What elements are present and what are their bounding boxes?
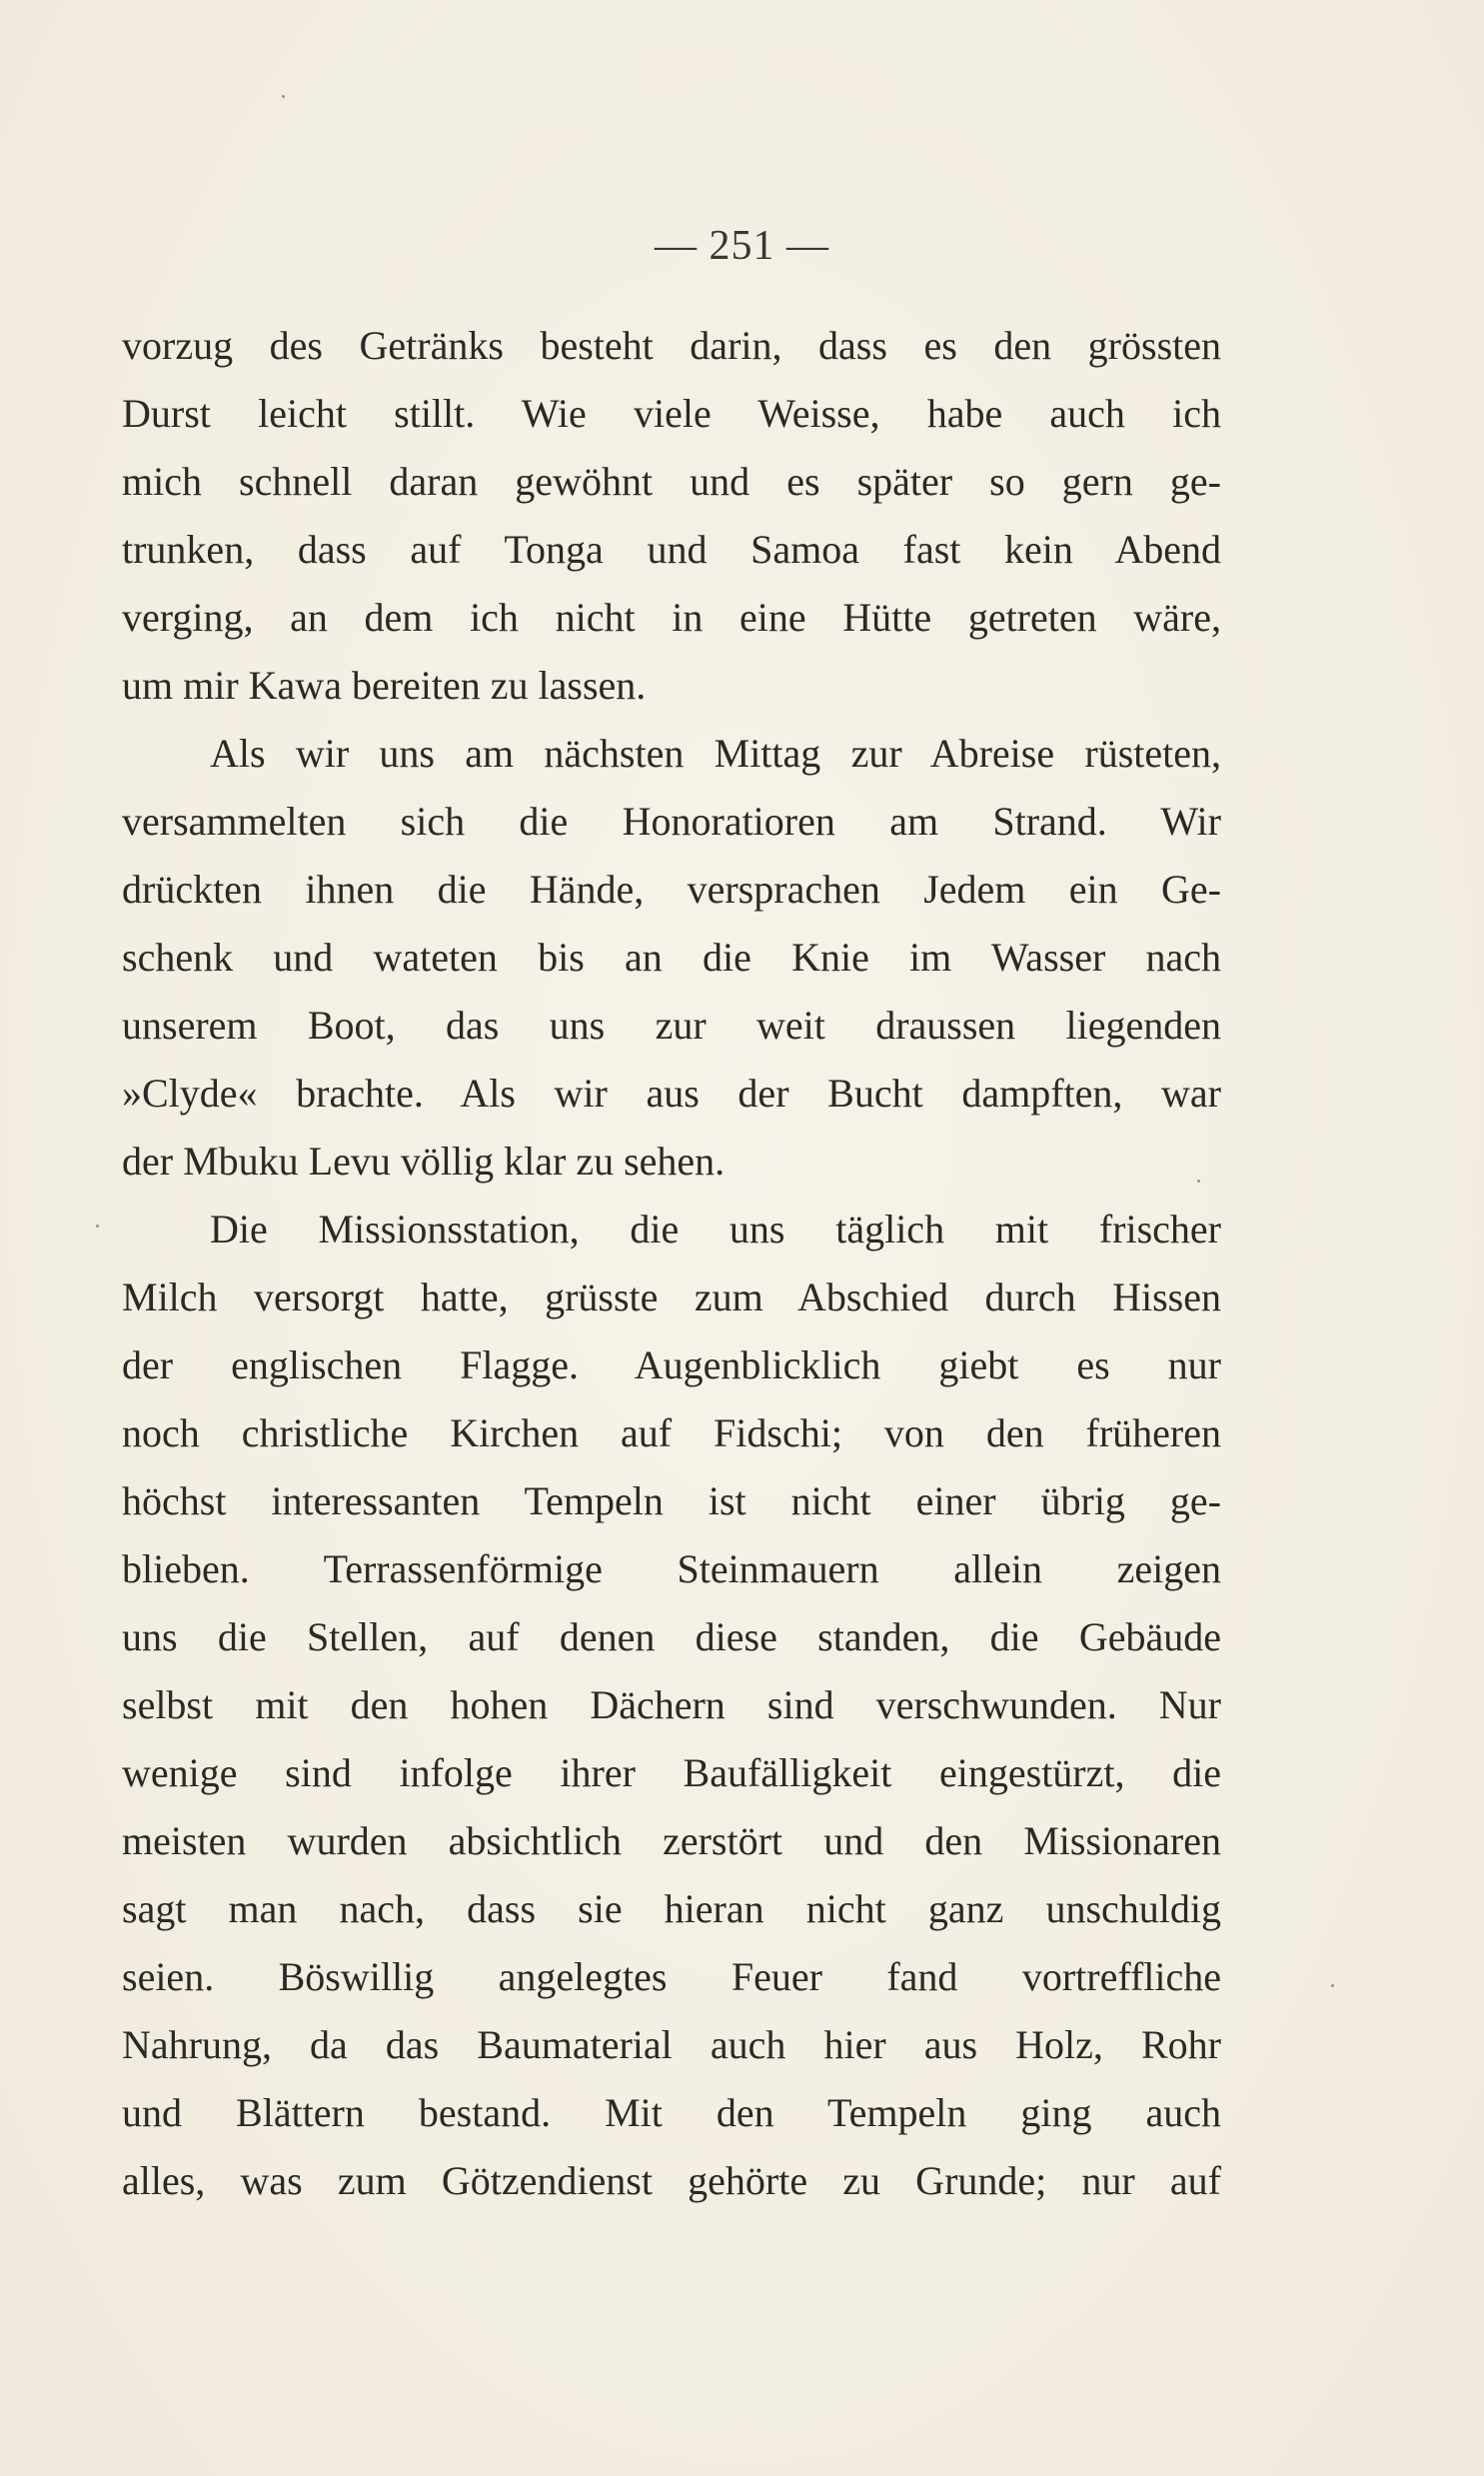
- text-line: verging, an dem ich nicht in eine Hütte getreten wäre,: [122, 595, 1221, 640]
- text-line: und Blättern bestand. Mit den Tempeln ging auch: [122, 2090, 1221, 2135]
- paper-speck: [96, 1225, 99, 1228]
- text-line: vorzug des Getränks besteht darin, dass es den grössten: [122, 323, 1221, 368]
- text-line: selbst mit den hohen Dächern sind verschwunden. Nur: [122, 1682, 1221, 1727]
- text-line: versammelten sich die Honoratioren am Strand. Wir: [122, 799, 1221, 844]
- text-line: alles, was zum Götzendienst gehörte zu Grunde; nur auf: [122, 2158, 1221, 2203]
- text-line: um mir Kawa bereiten zu lassen.: [122, 663, 647, 708]
- text-line: höchst interessanten Tempeln ist nicht einer übrig ge-: [122, 1478, 1221, 1523]
- page-number: — 251 —: [655, 223, 829, 269]
- text-line: wenige sind infolge ihrer Baufälligkeit eingestürzt, die: [122, 1750, 1221, 1795]
- body-text: [122, 312, 1221, 2215]
- text-line: Durst leicht stillt. Wie viele Weisse, habe auch ich: [122, 391, 1221, 436]
- text-line: noch christliche Kirchen auf Fidschi; von den früheren: [122, 1410, 1221, 1455]
- text-line: drückten ihnen die Hände, versprachen Jedem ein Ge-: [122, 867, 1221, 912]
- text-line: Milch versorgt hatte, grüsste zum Abschied durch Hissen: [122, 1274, 1221, 1319]
- text-line: mich schnell daran gewöhnt und es später so gern ge-: [122, 459, 1221, 504]
- text-line: trunken, dass auf Tonga und Samoa fast kein Abend: [122, 527, 1221, 572]
- text-line: der englischen Flagge. Augenblicklich giebt es nur: [122, 1342, 1221, 1387]
- text-line: »Clyde« brachte. Als wir aus der Bucht dampften, war: [122, 1071, 1221, 1116]
- paragraph-start-line: Als wir uns am nächsten Mittag zur Abreise rüsteten,: [210, 731, 1221, 776]
- text-line: der Mbuku Levu völlig klar zu sehen.: [122, 1139, 726, 1184]
- text-line: meisten wurden absichtlich zerstört und den Missionaren: [122, 1818, 1221, 1863]
- text-line: sagt man nach, dass sie hieran nicht ganz unschuldig: [122, 1886, 1221, 1931]
- text-line: Nahrung, da das Baumaterial auch hier aus Holz, Rohr: [122, 2022, 1221, 2067]
- text-line: unserem Boot, das uns zur weit draussen liegenden: [122, 1003, 1221, 1048]
- text-line: schenk und wateten bis an die Knie im Wasser nach: [122, 935, 1221, 980]
- paper-speck: [282, 95, 285, 98]
- paper-speck: [1331, 1984, 1334, 1987]
- paper-speck: [1197, 1180, 1200, 1183]
- text-line: uns die Stellen, auf denen diese standen, die Gebäude: [122, 1614, 1221, 1659]
- paragraph-start-line: Die Missionsstation, die uns täglich mit frischer: [210, 1207, 1221, 1251]
- text-line: seien. Böswillig angelegtes Feuer fand vortreffliche: [122, 1954, 1221, 1999]
- text-line: blieben. Terrassenförmige Steinmauern allein zeigen: [122, 1546, 1221, 1591]
